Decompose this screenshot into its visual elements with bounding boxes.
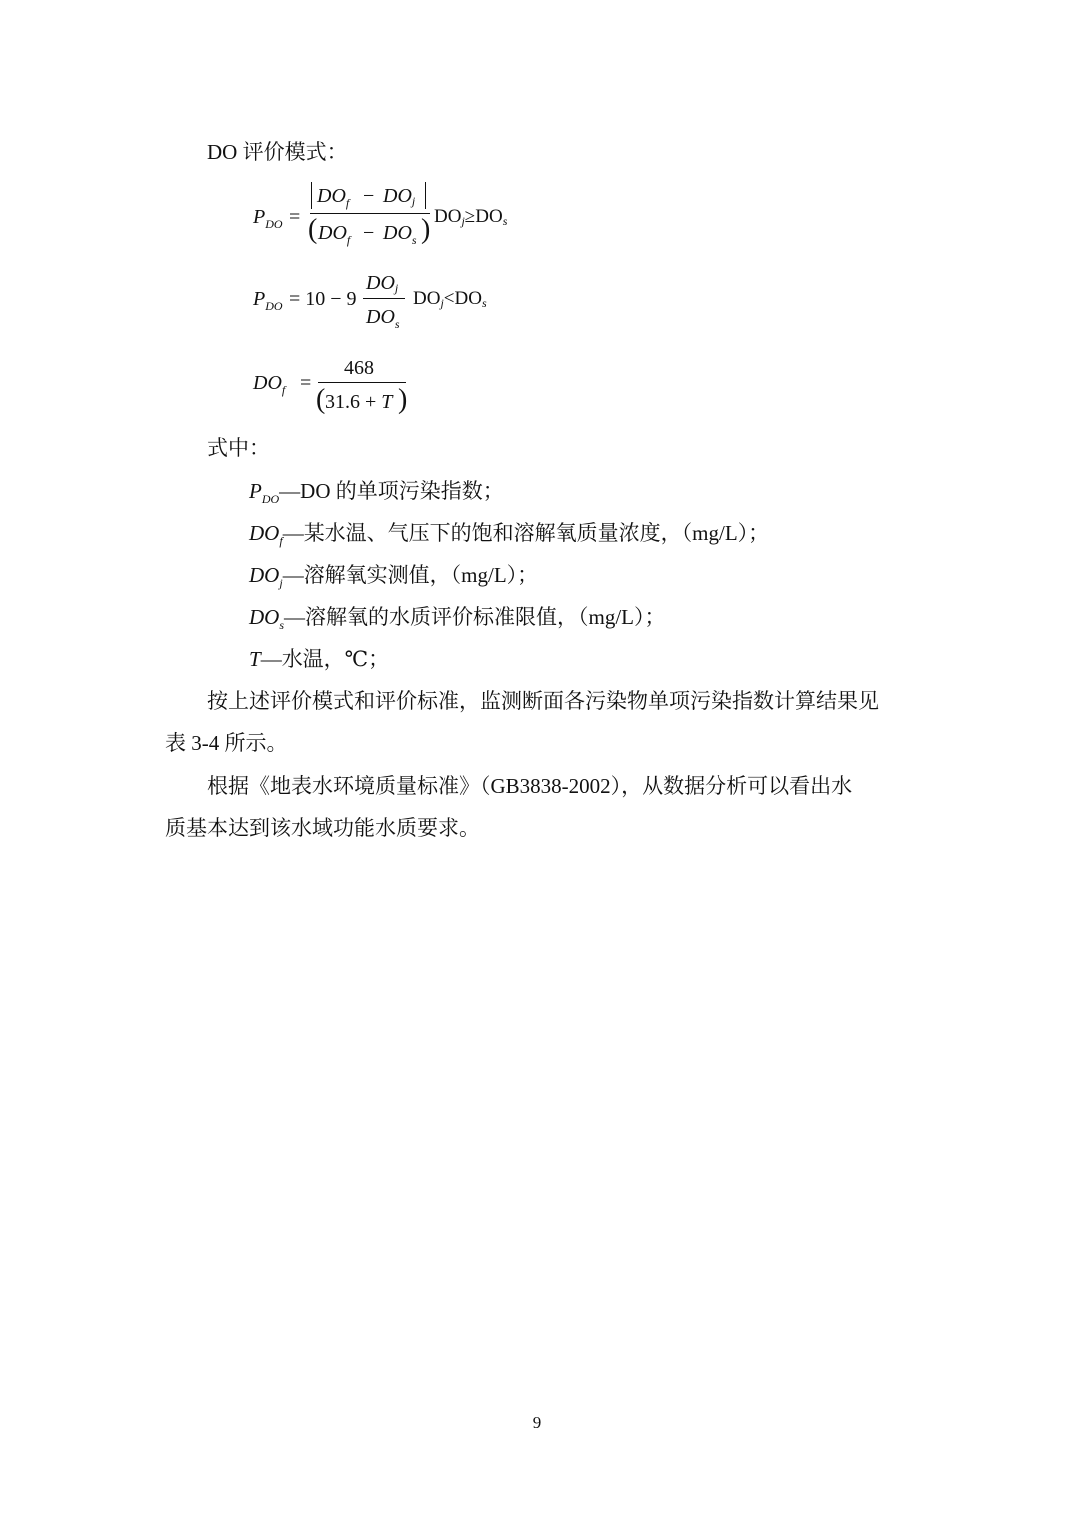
formula1-num-sub-j: j: [411, 194, 416, 208]
formula3-den-open-paren: (: [316, 384, 326, 415]
formula3-den-close-paren: ): [398, 384, 408, 415]
formula2-rhs: = 10 − 9: [289, 288, 357, 310]
definition-text: —DO 的单项污染指数；: [279, 479, 504, 503]
definition-text: —水温，℃；: [260, 647, 390, 671]
definition-text: —溶解氧的水质评价标准限值，（mg/L）；: [284, 605, 666, 629]
definition-symbol-sub: f: [279, 534, 283, 548]
formula3-equals: =: [300, 372, 312, 394]
definition-symbol-sub: DO: [261, 492, 280, 506]
formula1-equals: =: [289, 206, 301, 228]
formula2-cond-DO2: DO: [454, 288, 482, 309]
formula2-cond-rel: <: [443, 288, 455, 309]
formula2-cond-sub-j: j: [440, 296, 444, 310]
formula1-fraction-bar: [310, 213, 430, 214]
definition-text: —溶解氧实测值，（mg/L）；: [282, 563, 539, 587]
formula1-den-open-paren: (: [308, 214, 318, 245]
paragraph-2-line-1: 根据《地表水环境质量标准》（GB3838-2002），从数据分析可以看出水: [207, 774, 853, 798]
definition-symbol-sub: s: [279, 618, 285, 632]
formula1-P-sub: DO: [265, 217, 283, 231]
formula3-numerator: 468: [344, 357, 374, 379]
definition-item: [249, 521, 770, 548]
formula1-num-DO1: DO: [317, 185, 346, 207]
formula1-den-sub-s: s: [411, 233, 417, 247]
formula2-P-sub: DO: [265, 299, 283, 313]
definition-item: [249, 605, 666, 632]
formula3-DO-sub: f: [281, 383, 286, 397]
formula3-DO: DO: [253, 372, 282, 394]
definition-item: [249, 479, 504, 506]
formula1-abs-left: [311, 182, 312, 209]
formula2-num-DO: DO: [366, 272, 395, 294]
formula1-cond-sub-j: j: [461, 214, 465, 228]
page-number: 9: [532, 1413, 542, 1432]
definition-text: —某水温、气压下的饱和溶解氧质量浓度，（mg/L）；: [282, 521, 770, 545]
formula3-den-T: T: [381, 391, 393, 413]
formula1-den-minus: −: [363, 222, 375, 244]
formula3-fraction-bar: [318, 382, 406, 383]
formula1-abs-right: [425, 182, 426, 209]
paragraph-1-line-2: 表 3-4 所示。: [165, 731, 288, 755]
paragraph-2-line-2: 质基本达到该水域功能水质要求。: [165, 816, 480, 840]
definition-item: [249, 563, 539, 590]
definition-symbol-sub: j: [279, 576, 283, 590]
formula1-cond-DO2: DO: [475, 206, 503, 227]
definition-symbol: DO: [249, 563, 280, 587]
formula1-P: P: [253, 206, 266, 228]
paragraph-1-line-1: 按上述评价模式和评价标准，监测断面各污染物单项污染指数计算结果见: [207, 689, 879, 713]
formula2-cond-DO1: DO: [413, 288, 441, 309]
formula1-den-sub-f: f: [346, 233, 351, 247]
definition-symbol: DO: [249, 605, 280, 629]
formula1-cond-rel: ≥: [464, 206, 476, 227]
formula2-num-sub: j: [394, 281, 399, 295]
formula1-cond-sub-s: s: [502, 214, 508, 228]
formula2-fraction-bar: [363, 298, 405, 299]
definition-item: [249, 649, 389, 670]
definition-symbol: P: [249, 479, 262, 503]
formula2-den-sub: s: [394, 317, 400, 331]
formula2-cond-sub-s: s: [481, 296, 487, 310]
section-heading: DO 评价模式：: [207, 140, 348, 164]
formula2-den-DO: DO: [366, 306, 395, 328]
formula1-num-DO2: DO: [383, 185, 412, 207]
formula1-num-minus: −: [363, 185, 375, 207]
definition-symbol: T: [249, 647, 261, 671]
where-label: 式中：: [207, 436, 270, 460]
formula2-P: P: [253, 288, 266, 310]
definition-symbol: DO: [249, 521, 280, 545]
formula1-cond-DO1: DO: [434, 206, 462, 227]
formula3-den-value: 31.6 +: [325, 391, 382, 413]
formula1-den-DO1: DO: [318, 222, 347, 244]
formula1-den-close-paren: ): [421, 214, 431, 245]
formula1-num-sub-f: f: [345, 196, 350, 210]
formula1-den-DO2: DO: [383, 222, 412, 244]
